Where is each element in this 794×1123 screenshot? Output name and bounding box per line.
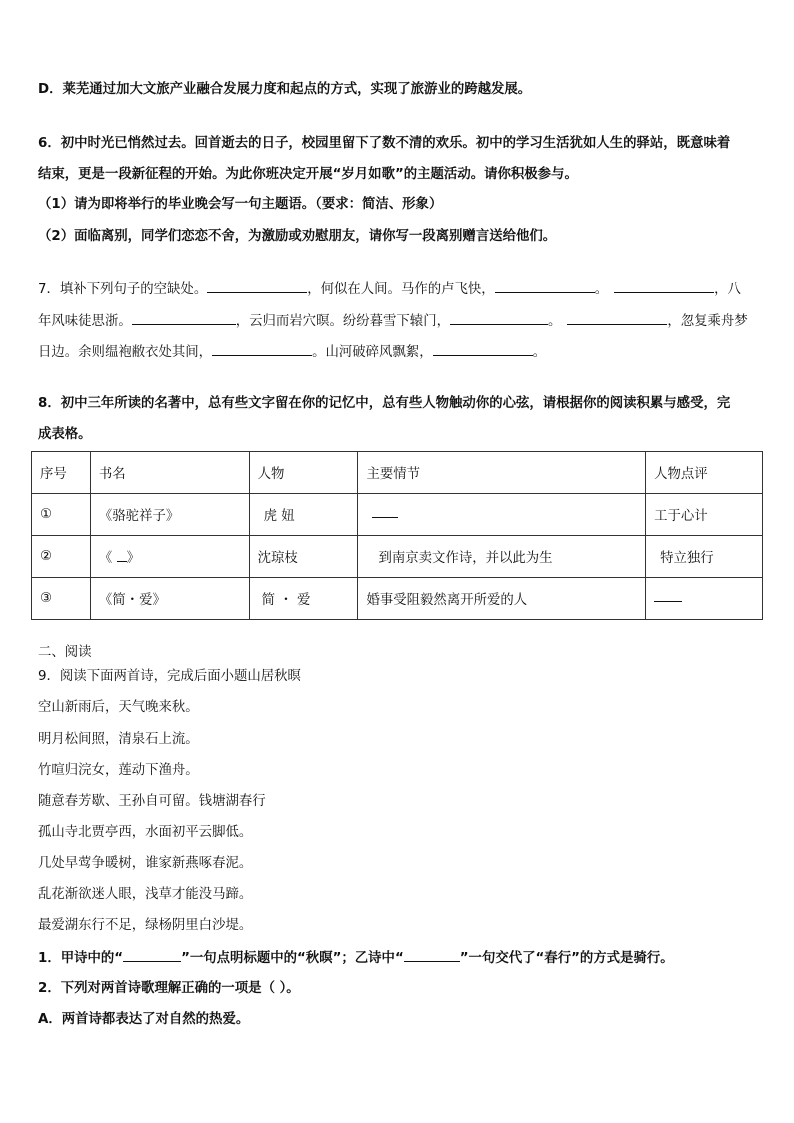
header-cell: 书名	[90, 452, 249, 494]
header-cell: 人物点评	[646, 452, 763, 494]
answer-line[interactable]	[372, 507, 398, 518]
q6-line1	[38, 135, 756, 153]
comment: 工于心计	[646, 494, 763, 536]
table-row	[32, 578, 763, 620]
fill-blank[interactable]	[207, 280, 307, 293]
subq2: 2．下列对两首诗歌理解正确的一项是（ ）。	[38, 981, 300, 996]
subq1-text: ”一句交代了“春行”的方式是骑行。	[459, 951, 674, 966]
plot: 到南京卖文作诗，并以此为生	[358, 536, 646, 578]
answer-line[interactable]	[654, 591, 682, 602]
q6-line1-text: 6．初中时光已悄然过去。回首逝去的日子，校园里留下了数不清的欢乐。初中的学习生活犹如人生的驿站，既意味着	[38, 136, 731, 151]
book-title-fill[interactable]	[117, 549, 127, 562]
fill-blank[interactable]	[567, 312, 667, 325]
q6-sub1: （1）请为即将举行的毕业晚会写一句主题语。（要求：简洁、形象）	[38, 197, 443, 212]
poem1-line: 明月松间照，清泉石上流。	[38, 732, 199, 747]
q7-text: 。	[532, 345, 546, 360]
table-header-row	[32, 452, 763, 494]
section-title: 二、阅读	[38, 645, 92, 660]
comment: 特立独行	[646, 536, 763, 578]
book-title: 《骆驼祥子》	[90, 494, 249, 536]
person-name: 虎 妞	[249, 494, 358, 536]
plot: 婚事受阻毅然离开所爱的人	[358, 578, 646, 620]
poem1-line: 竹喧归浣女，莲动下渔舟。	[38, 763, 199, 778]
row-number: ②	[32, 536, 91, 578]
book-quote-close: 》	[126, 551, 140, 566]
q7-text: 。	[547, 314, 562, 329]
fill-blank[interactable]	[614, 280, 714, 293]
header-cell: 人物	[249, 452, 358, 494]
q7-text: ，何似在人间。马作的卢飞快，	[307, 282, 495, 297]
fill-blank[interactable]	[495, 280, 595, 293]
poem1-line: 空山新雨后，天气晚来秋。	[38, 700, 199, 715]
q7-line2	[38, 312, 748, 331]
q7-line3	[38, 343, 546, 362]
book-quote-open: 《	[98, 551, 117, 566]
poem2-line: 孤山寺北贾亭西，水面初平云脚低。	[38, 825, 253, 840]
row-number: ③	[32, 578, 91, 620]
q8-line1: 8．初中三年所读的名著中，总有些文字留在你的记忆中，总有些人物触动你的心弦，请根据你的阅读积累与感受，完	[38, 396, 731, 411]
fill-blank[interactable]	[123, 949, 181, 962]
subq1	[38, 949, 674, 968]
option-a: A．两首诗都表达了对自然的热爱。	[38, 1012, 250, 1027]
plot-blank[interactable]	[358, 494, 646, 536]
q6-sub2: （2）面临离别，同学们恋恋不舍，为激励或劝慰朋友，请你写一段离别赠言送给他们。	[38, 229, 557, 244]
q7-text: ，八	[714, 282, 741, 297]
row-number: ①	[32, 494, 91, 536]
q7-text: ，云归而岩穴暝。纷纷暮雪下辕门，	[235, 314, 450, 329]
header-cell: 序号	[32, 452, 91, 494]
option-d: D．莱芜通过加大文旅产业融合发展力度和起点的方式，实现了旅游业的跨越发展。	[38, 82, 532, 97]
fill-blank[interactable]	[132, 312, 236, 325]
q7-text: 年风味徒思浙。	[38, 314, 132, 329]
table-row	[32, 494, 763, 536]
q7-text: 。	[594, 282, 609, 297]
q6-line2: 结束，更是一段新征程的开始。为此你班决定开展“岁月如歌”的主题活动。请你积极参与。	[38, 167, 578, 182]
q8-line2: 成表格。	[38, 427, 92, 442]
fill-blank[interactable]	[212, 343, 312, 356]
poem2-line: 乱花渐欲迷人眼，浅草才能没马蹄。	[38, 887, 253, 902]
subq1-text: ”一句点明标题中的“秋暝”；乙诗中“	[181, 951, 404, 966]
q7-text: ，忽复乘舟梦	[667, 314, 748, 329]
comment-blank[interactable]	[646, 578, 763, 620]
book-title: 《简・爱》	[90, 578, 249, 620]
person-name: 沈琼枝	[249, 536, 358, 578]
q9-title: 9．阅读下面两首诗，完成后面小题山居秋暝	[38, 669, 301, 684]
q7-text: 日边。余则缊袍敝衣处其间，	[38, 345, 213, 360]
fill-blank[interactable]	[404, 949, 460, 962]
header-cell: 主要情节	[358, 452, 646, 494]
subq1-text: 1．甲诗中的“	[38, 951, 124, 966]
q7-text: 。山河破碎风飘絮，	[312, 345, 433, 360]
reading-table	[31, 451, 763, 620]
q7-line1	[38, 280, 741, 299]
poem2-line: 最爱湖东行不足，绿杨阴里白沙堤。	[38, 918, 253, 933]
fill-blank[interactable]	[433, 343, 533, 356]
poem-transition: 随意春芳歇、王孙自可留。钱塘湖春行	[38, 794, 266, 809]
book-title-blank[interactable]	[90, 536, 249, 578]
fill-blank[interactable]	[450, 312, 548, 325]
table-row	[32, 536, 763, 578]
poem2-line: 几处早莺争暖树，谁家新燕啄春泥。	[38, 856, 253, 871]
person-name: 简 ・ 爱	[249, 578, 358, 620]
q7-text: 7．填补下列句子的空缺处。	[38, 282, 208, 297]
